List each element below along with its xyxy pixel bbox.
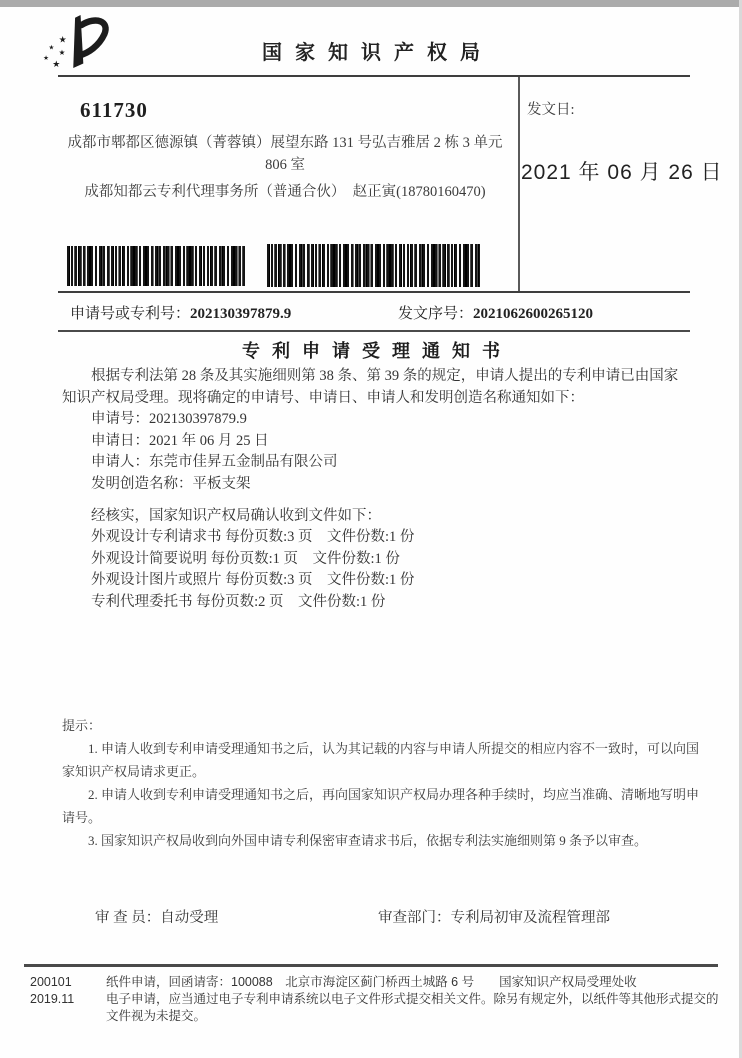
footer-electronic-line: 电子申请，应当通过电子专利申请系统以电子文件形式提交相关文件。除另有规定外，以纸件等其他形式提交的文件视为未提交。 <box>106 992 719 1023</box>
field-application-number: 申请号：202130397879.9 <box>91 411 247 428</box>
footer <box>30 974 722 1025</box>
document-item-3: 外观设计图片或照片 每份页数:3 页 文件份数:1 份 <box>91 572 415 589</box>
department-value: 专利局初审及流程管理部 <box>450 910 610 926</box>
refs-bottom-rule <box>58 330 690 332</box>
info-vertical-divider <box>518 77 520 291</box>
footer-paper-line: 纸件申请，回函请寄：100088 北京市海淀区蓟门桥西土城路 6 号 国家知识产权局受理处收 <box>106 975 637 989</box>
department-label: 审查部门： <box>378 910 451 926</box>
footer-notes <box>106 974 722 1025</box>
recipient-address <box>62 132 508 176</box>
recipient-address-line-1: 成都市郫都区德源镇（菁蓉镇）展望东路 131 号弘吉雅居 2 栋 3 单元 <box>67 135 503 151</box>
footer-code-2: 2019.11 <box>30 992 75 1006</box>
recipient-address-line-2: 806 室 <box>265 157 305 173</box>
intro-paragraph: 根据专利法第 28 条及其实施细则第 38 条、第 39 条的规定，申请人提出的专利申请已由国家知识产权局受理。现将确定的申请号、申请日、申请人和发明创造名称通知如下： <box>62 368 679 406</box>
svg-text:★: ★ <box>43 54 49 62</box>
document-item-1: 外观设计专利请求书 每份页数:3 页 文件份数:1 份 <box>91 529 415 546</box>
field-invention-name: 发明创造名称：平板支架 <box>91 475 251 492</box>
scan-top-band <box>0 0 742 7</box>
serial-number-label: 发文序号： <box>398 306 474 322</box>
issue-date-value: 2021 年 06 月 26 日 <box>521 161 723 184</box>
notice-body <box>62 366 692 614</box>
tip-item-1: 1. 申请人收到专利申请受理通知书之后，认为其记载的内容与申请人所提交的相应内容不一致时，可以向国家知识产权局请求更正。 <box>62 741 700 779</box>
serial-number-value: 2021062600265120 <box>473 306 594 322</box>
application-number-value: 202130397879.9 <box>190 306 292 322</box>
recipient-agency-line: 成都知都云专利代理事务所（普通合伙） 赵正寅(18780160470) <box>84 184 486 200</box>
tips-section <box>62 714 700 852</box>
barcode-1-icon <box>67 246 245 286</box>
tips-label: 提示： <box>62 718 102 733</box>
svg-text:★: ★ <box>48 44 55 52</box>
examiner-label: 审 查 员： <box>95 910 161 926</box>
header-rule <box>58 75 690 77</box>
examiner <box>95 906 218 927</box>
footer-code-1: 200101 <box>30 975 72 989</box>
org-title: 国家知识产权局 <box>262 42 493 64</box>
application-number <box>70 302 291 323</box>
footer-rule <box>24 964 718 967</box>
document-item-2: 外观设计简要说明 每份页数:1 页 文件份数:1 份 <box>91 550 400 567</box>
recipient-postcode: 611730 <box>80 98 148 122</box>
info-bottom-rule <box>58 291 690 293</box>
application-number-label: 申请号或专利号： <box>70 306 191 322</box>
field-applicant: 申请人：东莞市佳昇五金制品有限公司 <box>91 454 338 471</box>
barcode-2-icon <box>267 244 480 287</box>
examining-department <box>378 906 610 927</box>
footer-form-codes <box>30 974 92 1025</box>
issue-date-label: 发文日: <box>527 102 575 118</box>
document-item-4: 专利代理委托书 每份页数:2 页 文件份数:1 份 <box>91 593 386 610</box>
notice-title: 专利申请受理通知书 <box>242 341 512 361</box>
confirmation-line: 经核实，国家知识产权局确认收到文件如下： <box>91 507 381 524</box>
tip-item-3: 3. 国家知识产权局收到向外国申请专利保密审查请求书后，依据专利法实施细则第 9 条予以审查。 <box>88 833 648 848</box>
examiner-value: 自动受理 <box>160 910 219 926</box>
tip-item-2: 2. 申请人收到专利申请受理通知书之后，再向国家知识产权局办理各种手续时，均应当准确、清晰地写明申请号。 <box>62 787 700 825</box>
svg-text:★: ★ <box>52 59 61 70</box>
serial-number <box>398 302 593 323</box>
field-application-date: 申请日：2021 年 06 月 25 日 <box>91 432 269 449</box>
svg-text:★: ★ <box>58 48 66 58</box>
svg-text:★: ★ <box>58 34 67 45</box>
